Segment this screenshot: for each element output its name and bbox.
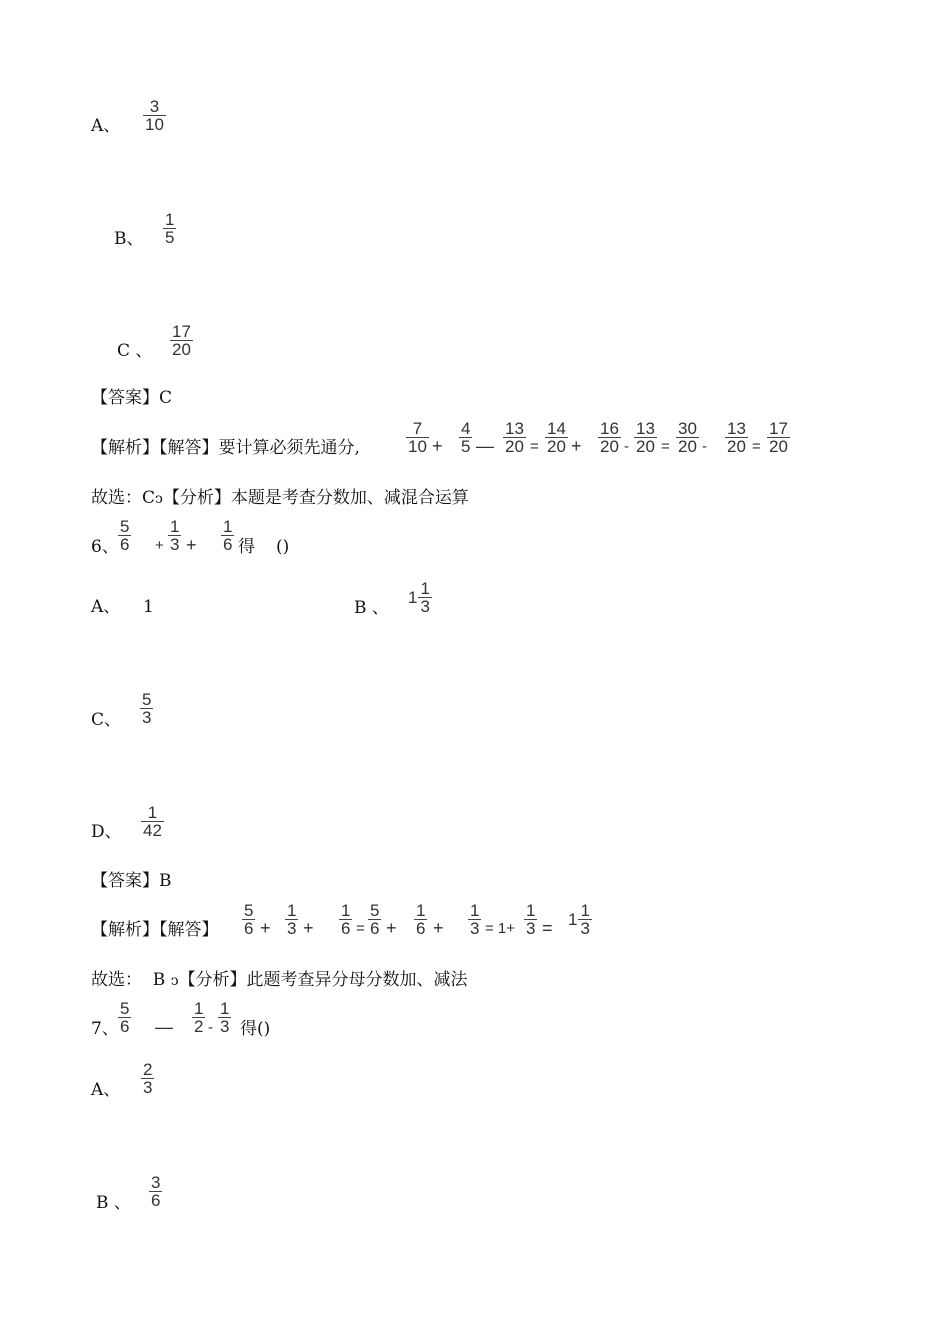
q6-option-c-fraction: 5 3: [142, 690, 152, 727]
q6-answer: 【答案】B: [91, 871, 172, 891]
q6-expr-fraction-4: 5 6: [370, 901, 380, 938]
q6-option-a-value: 1: [143, 597, 154, 617]
q6-expr-result: 1 $\frac{1}{3}$: [568, 901, 590, 938]
q5-option-c-label: C 、: [117, 341, 153, 361]
q5-expr-fraction-7: 30 20: [678, 419, 697, 456]
q6-option-b-label: B 、: [354, 598, 389, 618]
q5-option-a-fraction: 3 10: [145, 97, 164, 134]
q6-option-d-fraction: 1 42: [143, 803, 162, 840]
q6-expr-fraction-2: 1 3: [287, 901, 297, 938]
q5-expr-fraction-5: 16 20: [600, 419, 619, 456]
q5-expr-fraction-6: 13 20: [636, 419, 655, 456]
q6-paren: (): [276, 537, 290, 557]
q6-fraction-1: 5 6: [120, 517, 130, 554]
q6-op-2: +: [186, 535, 197, 555]
q5-analysis-note: 【分析】本题是考查分数加、减混合运算: [162, 488, 469, 508]
q6-option-b-mixed-number: 1 $\frac{1}{3}$: [408, 579, 430, 616]
q6-option-d-label: D、: [91, 822, 122, 842]
q5-choice: [91, 487, 469, 510]
q6-expr-fraction-3: 1 6: [341, 901, 351, 938]
q7-option-b-fraction: 3 6: [151, 1173, 161, 1210]
q6-choice: [91, 969, 468, 992]
q5-expr-fraction-2: 4 5: [461, 419, 471, 456]
q5-answer: 【答案】C: [91, 388, 173, 408]
q5-expr-eq-3: =: [752, 438, 761, 455]
q6-expr-fraction-7: 1 3: [526, 901, 536, 938]
q6-fraction-3: 1 6: [223, 517, 233, 554]
q7-suffix: 得(): [240, 1019, 271, 1039]
q6-option-a-label: A、: [91, 597, 121, 617]
q5-analysis-prefix: 【解析】【解答】要计算必须先通分,: [91, 438, 360, 458]
q6-suffix: 得: [238, 537, 255, 557]
q6-analysis-prefix: 【解析】【解答】: [91, 920, 219, 940]
q6-fraction-2: 1 3: [170, 517, 180, 554]
q6-number: 6、: [91, 537, 119, 557]
q5-expr-op-2: —: [476, 436, 494, 456]
q5-expr-op-3: +: [571, 436, 582, 456]
q5-expr-fraction-3: 13 20: [505, 419, 524, 456]
q6-expr-op-2: +: [303, 918, 314, 938]
q5-expr-fraction-8: 13 20: [727, 419, 746, 456]
q7-option-b-label: B 、: [96, 1193, 131, 1213]
q7-option-a-fraction: 2 3: [143, 1060, 153, 1097]
q5-expr-op-1: +: [432, 436, 443, 456]
q5-choice-glyph: ↄ: [155, 491, 163, 507]
q6-op-1: +: [155, 537, 164, 554]
q5-choice-text: 故选：C: [91, 488, 156, 508]
q5-option-c-fraction: 17 20: [172, 322, 191, 359]
q6-expr-eq-2: =: [542, 918, 553, 938]
q7-fraction-1: 5 6: [120, 999, 130, 1036]
q7-op-1: —: [155, 1017, 173, 1037]
q7-fraction-2: 1 2: [194, 999, 204, 1036]
q6-option-c-label: C、: [91, 710, 122, 730]
q6-expr-fraction-6: 1 3: [470, 901, 480, 938]
q7-op-2: -: [208, 1019, 213, 1036]
q6-expr-fraction-1: 5 6: [244, 901, 254, 938]
q7-option-a-label: A、: [91, 1080, 121, 1100]
q6-analysis-note: 【分析】此题考查异分母分数加、减法: [178, 970, 468, 990]
q5-expr-eq-1: =: [530, 438, 539, 455]
q5-expr-fraction-9: 17 20: [769, 419, 788, 456]
q6-expr-mid: = 1+: [485, 920, 516, 937]
q5-expr-fraction-4: 14 20: [547, 419, 566, 456]
q6-expr-op-3: +: [386, 918, 397, 938]
q6-expr-fraction-5: 1 6: [416, 901, 426, 938]
q6-choice-text: 故选： B: [91, 970, 166, 990]
q6-choice-glyph: ↄ: [170, 973, 179, 989]
q7-number: 7、: [91, 1019, 119, 1039]
q5-option-a-label: A、: [91, 116, 121, 136]
q6-expr-op-1: +: [260, 918, 271, 938]
q5-option-b-fraction: 1 5: [165, 210, 175, 247]
q6-expr-eq-1: =: [356, 920, 365, 937]
q5-expr-eq-2: =: [661, 438, 670, 455]
q5-option-b-label: B、: [114, 229, 144, 249]
q5-expr-fraction-1: 7 10: [408, 419, 427, 456]
q5-expr-op-4: -: [624, 438, 629, 455]
q5-expr-op-5: -: [702, 438, 707, 455]
q6-expr-op-4: +: [433, 918, 444, 938]
q7-fraction-3: 1 3: [220, 999, 230, 1036]
